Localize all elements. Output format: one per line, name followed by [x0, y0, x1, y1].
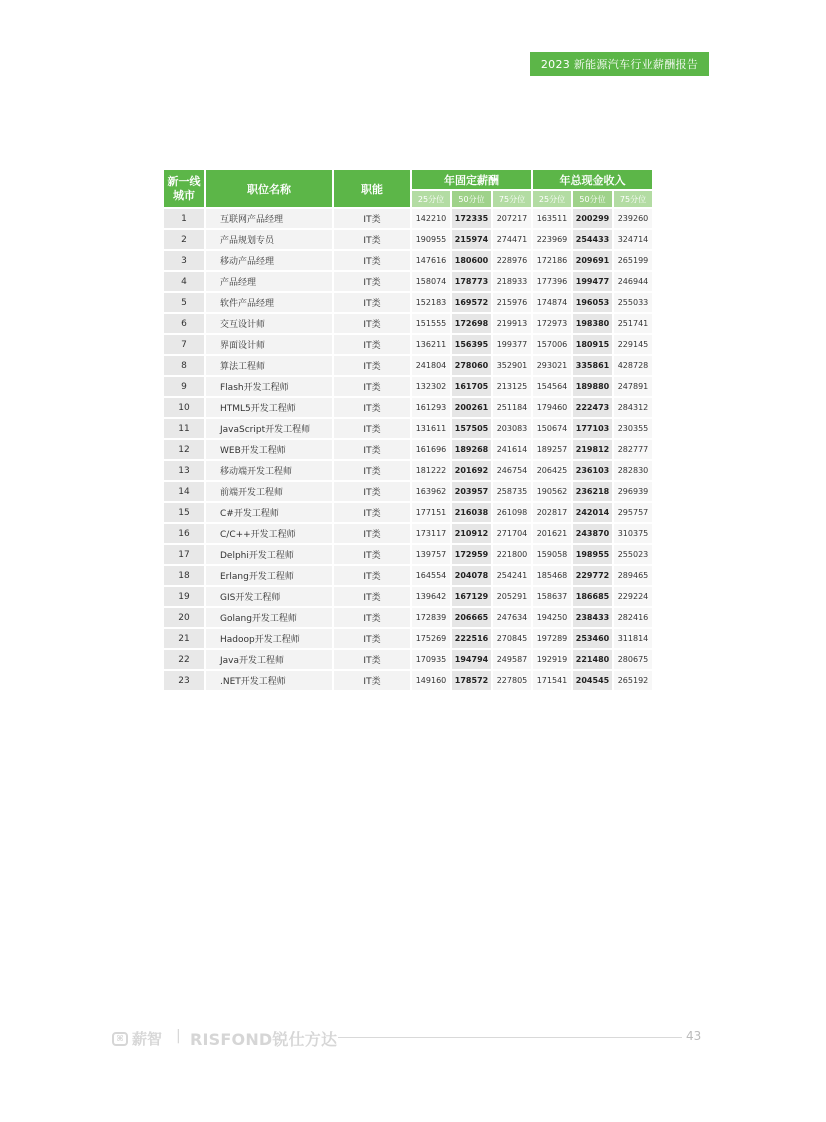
cell-fixed-p25: 147616 — [412, 251, 450, 270]
cell-position-name: 移动产品经理 — [206, 251, 332, 270]
cell-fixed-p25: 152183 — [412, 293, 450, 312]
report-title-tag — [530, 52, 709, 76]
cell-cash-p75: 229224 — [614, 587, 652, 606]
cell-function: IT类 — [334, 629, 410, 648]
cell-fixed-p50: 167129 — [452, 587, 491, 606]
cell-cash-p50: 238433 — [573, 608, 612, 627]
cell-fixed-p50: 203957 — [452, 482, 491, 501]
cell-cash-p75: 255023 — [614, 545, 652, 564]
table-row — [164, 335, 652, 354]
table-row — [164, 230, 652, 249]
cell-position-name: GIS开发工程师 — [206, 587, 332, 606]
cell-fixed-p50: 178773 — [452, 272, 491, 291]
cell-fixed-p50: 156395 — [452, 335, 491, 354]
cell-cash-p25: 177396 — [533, 272, 571, 291]
table-row — [164, 377, 652, 396]
cell-cash-p75: 296939 — [614, 482, 652, 501]
table-row — [164, 629, 652, 648]
cell-fixed-p75: 271704 — [493, 524, 531, 543]
cell-fixed-p50: 206665 — [452, 608, 491, 627]
table-row — [164, 608, 652, 627]
cell-cash-p25: 171541 — [533, 671, 571, 690]
cell-cash-p25: 150674 — [533, 419, 571, 438]
header-cash-p50: 50分位 — [573, 191, 612, 207]
cell-cash-p25: 172973 — [533, 314, 571, 333]
cell-fixed-p50: 200261 — [452, 398, 491, 417]
cell-fixed-p25: 139642 — [412, 587, 450, 606]
cell-row-number: 11 — [164, 419, 204, 438]
risfond-logo: RISFOND锐仕方达 — [190, 1030, 338, 1049]
cell-function: IT类 — [334, 440, 410, 459]
cell-position-name: HTML5开发工程师 — [206, 398, 332, 417]
table-row — [164, 566, 652, 585]
cell-position-name: Delphi开发工程师 — [206, 545, 332, 564]
salary-table — [162, 168, 654, 692]
cell-fixed-p25: 170935 — [412, 650, 450, 669]
page-footer — [112, 1026, 712, 1048]
header-cash-p75: 75分位 — [614, 191, 652, 207]
table-row — [164, 545, 652, 564]
cell-cash-p25: 206425 — [533, 461, 571, 480]
cell-row-number: 2 — [164, 230, 204, 249]
cell-fixed-p25: 164554 — [412, 566, 450, 585]
cell-fixed-p25: 158074 — [412, 272, 450, 291]
cell-row-number: 12 — [164, 440, 204, 459]
cell-row-number: 4 — [164, 272, 204, 291]
cell-fixed-p25: 161293 — [412, 398, 450, 417]
cell-cash-p50: 177103 — [573, 419, 612, 438]
cell-fixed-p75: 254241 — [493, 566, 531, 585]
cell-row-number: 19 — [164, 587, 204, 606]
header-city-tier: 新一线 城市 — [164, 170, 204, 207]
cell-cash-p25: 163511 — [533, 209, 571, 228]
logo-divider: | — [176, 1028, 181, 1044]
cell-fixed-p50: 216038 — [452, 503, 491, 522]
cell-cash-p75: 230355 — [614, 419, 652, 438]
cell-row-number: 10 — [164, 398, 204, 417]
cell-cash-p75: 282416 — [614, 608, 652, 627]
cell-row-number: 21 — [164, 629, 204, 648]
cell-function: IT类 — [334, 587, 410, 606]
cell-fixed-p25: 149160 — [412, 671, 450, 690]
cell-fixed-p50: 180600 — [452, 251, 491, 270]
cell-fixed-p50: 194794 — [452, 650, 491, 669]
cell-position-name: 软件产品经理 — [206, 293, 332, 312]
cell-fixed-p75: 215976 — [493, 293, 531, 312]
cell-row-number: 5 — [164, 293, 204, 312]
xinzhi-logo-icon: ⌘ — [112, 1032, 128, 1046]
header-fixed-p75: 75分位 — [493, 191, 531, 207]
cell-row-number: 8 — [164, 356, 204, 375]
cell-fixed-p50: 215974 — [452, 230, 491, 249]
cell-fixed-p50: 178572 — [452, 671, 491, 690]
cell-cash-p50: 335861 — [573, 356, 612, 375]
cell-fixed-p50: 210912 — [452, 524, 491, 543]
cell-fixed-p25: 172839 — [412, 608, 450, 627]
cell-position-name: Golang开发工程师 — [206, 608, 332, 627]
cell-fixed-p75: 241614 — [493, 440, 531, 459]
cell-cash-p50: 209691 — [573, 251, 612, 270]
cell-function: IT类 — [334, 608, 410, 627]
cell-fixed-p25: 139757 — [412, 545, 450, 564]
cell-cash-p50: 204545 — [573, 671, 612, 690]
cell-cash-p25: 185468 — [533, 566, 571, 585]
cell-position-name: Erlang开发工程师 — [206, 566, 332, 585]
page-number: 43 — [686, 1029, 702, 1043]
cell-function: IT类 — [334, 377, 410, 396]
cell-fixed-p75: 213125 — [493, 377, 531, 396]
cell-cash-p50: 200299 — [573, 209, 612, 228]
cell-row-number: 16 — [164, 524, 204, 543]
cell-cash-p75: 284312 — [614, 398, 652, 417]
cell-fixed-p25: 161696 — [412, 440, 450, 459]
cell-cash-p75: 289465 — [614, 566, 652, 585]
cell-cash-p50: 221480 — [573, 650, 612, 669]
cell-position-name: Java开发工程师 — [206, 650, 332, 669]
cell-cash-p75: 324714 — [614, 230, 652, 249]
cell-function: IT类 — [334, 461, 410, 480]
cell-fixed-p75: 205291 — [493, 587, 531, 606]
cell-function: IT类 — [334, 272, 410, 291]
cell-position-name: 产品规划专员 — [206, 230, 332, 249]
cell-function: IT类 — [334, 545, 410, 564]
cell-fixed-p75: 261098 — [493, 503, 531, 522]
cell-cash-p25: 159058 — [533, 545, 571, 564]
header-annual-fixed-salary: 年固定薪酬 — [412, 170, 531, 189]
cell-cash-p25: 154564 — [533, 377, 571, 396]
cell-fixed-p50: 201692 — [452, 461, 491, 480]
cell-fixed-p25: 241804 — [412, 356, 450, 375]
cell-fixed-p25: 177151 — [412, 503, 450, 522]
cell-fixed-p75: 249587 — [493, 650, 531, 669]
cell-position-name: 产品经理 — [206, 272, 332, 291]
cell-row-number: 15 — [164, 503, 204, 522]
cell-fixed-p50: 222516 — [452, 629, 491, 648]
cell-cash-p75: 229145 — [614, 335, 652, 354]
cell-fixed-p75: 270845 — [493, 629, 531, 648]
cell-position-name: Flash开发工程师 — [206, 377, 332, 396]
table-row — [164, 461, 652, 480]
table-row — [164, 671, 652, 690]
cell-fixed-p25: 136211 — [412, 335, 450, 354]
table-row — [164, 482, 652, 501]
cell-cash-p75: 247891 — [614, 377, 652, 396]
cell-cash-p75: 295757 — [614, 503, 652, 522]
cell-function: IT类 — [334, 482, 410, 501]
cell-cash-p50: 219812 — [573, 440, 612, 459]
cell-function: IT类 — [334, 419, 410, 438]
table-row — [164, 650, 652, 669]
cell-function: IT类 — [334, 356, 410, 375]
cell-fixed-p75: 218933 — [493, 272, 531, 291]
cell-cash-p75: 282830 — [614, 461, 652, 480]
cell-fixed-p75: 247634 — [493, 608, 531, 627]
cell-position-name: 界面设计师 — [206, 335, 332, 354]
cell-cash-p75: 282777 — [614, 440, 652, 459]
cell-fixed-p75: 227805 — [493, 671, 531, 690]
cell-cash-p50: 198380 — [573, 314, 612, 333]
cell-cash-p50: 196053 — [573, 293, 612, 312]
cell-cash-p25: 179460 — [533, 398, 571, 417]
cell-function: IT类 — [334, 650, 410, 669]
table-row — [164, 293, 652, 312]
cell-cash-p75: 428728 — [614, 356, 652, 375]
cell-cash-p50: 236103 — [573, 461, 612, 480]
cell-cash-p50: 186685 — [573, 587, 612, 606]
cell-row-number: 3 — [164, 251, 204, 270]
cell-position-name: 交互设计师 — [206, 314, 332, 333]
cell-cash-p50: 198955 — [573, 545, 612, 564]
cell-cash-p75: 265199 — [614, 251, 652, 270]
cell-fixed-p50: 172335 — [452, 209, 491, 228]
cell-function: IT类 — [334, 503, 410, 522]
cell-function: IT类 — [334, 524, 410, 543]
cell-fixed-p75: 246754 — [493, 461, 531, 480]
cell-cash-p50: 180915 — [573, 335, 612, 354]
cell-row-number: 17 — [164, 545, 204, 564]
header-position: 职位名称 — [206, 170, 332, 207]
table-row — [164, 503, 652, 522]
cell-function: IT类 — [334, 335, 410, 354]
cell-cash-p25: 202817 — [533, 503, 571, 522]
header-fixed-p25: 25分位 — [412, 191, 450, 207]
cell-fixed-p25: 131611 — [412, 419, 450, 438]
table-row — [164, 440, 652, 459]
cell-cash-p75: 251741 — [614, 314, 652, 333]
table-row — [164, 587, 652, 606]
footer-divider-line — [338, 1037, 682, 1038]
cell-position-name: JavaScript开发工程师 — [206, 419, 332, 438]
cell-function: IT类 — [334, 566, 410, 585]
cell-function: IT类 — [334, 314, 410, 333]
cell-fixed-p25: 142210 — [412, 209, 450, 228]
cell-row-number: 23 — [164, 671, 204, 690]
cell-function: IT类 — [334, 251, 410, 270]
cell-position-name: WEB开发工程师 — [206, 440, 332, 459]
cell-fixed-p75: 203083 — [493, 419, 531, 438]
cell-fixed-p75: 228976 — [493, 251, 531, 270]
cell-fixed-p50: 161705 — [452, 377, 491, 396]
cell-fixed-p50: 189268 — [452, 440, 491, 459]
cell-fixed-p50: 172959 — [452, 545, 491, 564]
header-fixed-p50: 50分位 — [452, 191, 491, 207]
cell-row-number: 6 — [164, 314, 204, 333]
cell-row-number: 18 — [164, 566, 204, 585]
table-row — [164, 524, 652, 543]
cell-cash-p50: 189880 — [573, 377, 612, 396]
cell-cash-p25: 189257 — [533, 440, 571, 459]
cell-row-number: 1 — [164, 209, 204, 228]
cell-function: IT类 — [334, 230, 410, 249]
cell-cash-p75: 311814 — [614, 629, 652, 648]
cell-position-name: 移动端开发工程师 — [206, 461, 332, 480]
cell-fixed-p50: 169572 — [452, 293, 491, 312]
cell-fixed-p75: 274471 — [493, 230, 531, 249]
table-row — [164, 209, 652, 228]
cell-cash-p25: 190562 — [533, 482, 571, 501]
cell-position-name: 互联网产品经理 — [206, 209, 332, 228]
cell-cash-p50: 242014 — [573, 503, 612, 522]
table-body — [164, 209, 652, 690]
cell-position-name: .NET开发工程师 — [206, 671, 332, 690]
cell-fixed-p25: 190955 — [412, 230, 450, 249]
cell-fixed-p25: 163962 — [412, 482, 450, 501]
cell-function: IT类 — [334, 398, 410, 417]
cell-position-name: 前端开发工程师 — [206, 482, 332, 501]
cell-fixed-p25: 175269 — [412, 629, 450, 648]
cell-cash-p75: 255033 — [614, 293, 652, 312]
cell-function: IT类 — [334, 293, 410, 312]
cell-cash-p50: 253460 — [573, 629, 612, 648]
cell-row-number: 7 — [164, 335, 204, 354]
cell-fixed-p25: 181222 — [412, 461, 450, 480]
cell-fixed-p50: 157505 — [452, 419, 491, 438]
cell-cash-p50: 243870 — [573, 524, 612, 543]
cell-fixed-p25: 173117 — [412, 524, 450, 543]
cell-cash-p75: 265192 — [614, 671, 652, 690]
cell-fixed-p50: 278060 — [452, 356, 491, 375]
table-row — [164, 356, 652, 375]
cell-fixed-p75: 199377 — [493, 335, 531, 354]
report-title: 2023 新能源汽车行业薪酬报告 — [540, 58, 699, 71]
cell-position-name: C#开发工程师 — [206, 503, 332, 522]
cell-position-name: Hadoop开发工程师 — [206, 629, 332, 648]
cell-function: IT类 — [334, 209, 410, 228]
table-row — [164, 314, 652, 333]
cell-cash-p75: 280675 — [614, 650, 652, 669]
cell-cash-p50: 222473 — [573, 398, 612, 417]
header-function: 职能 — [334, 170, 410, 207]
table-row — [164, 251, 652, 270]
header-cash-p25: 25分位 — [533, 191, 571, 207]
cell-cash-p75: 310375 — [614, 524, 652, 543]
cell-cash-p25: 223969 — [533, 230, 571, 249]
cell-fixed-p75: 258735 — [493, 482, 531, 501]
table-row — [164, 419, 652, 438]
cell-cash-p25: 192919 — [533, 650, 571, 669]
cell-cash-p50: 229772 — [573, 566, 612, 585]
cell-cash-p25: 158637 — [533, 587, 571, 606]
cell-cash-p50: 254433 — [573, 230, 612, 249]
cell-cash-p25: 157006 — [533, 335, 571, 354]
cell-fixed-p25: 132302 — [412, 377, 450, 396]
table-row — [164, 272, 652, 291]
table-row — [164, 398, 652, 417]
cell-row-number: 13 — [164, 461, 204, 480]
cell-row-number: 9 — [164, 377, 204, 396]
cell-position-name: C/C++开发工程师 — [206, 524, 332, 543]
cell-fixed-p75: 207217 — [493, 209, 531, 228]
cell-fixed-p50: 204078 — [452, 566, 491, 585]
header-annual-total-cash: 年总现金收入 — [533, 170, 652, 189]
cell-row-number: 20 — [164, 608, 204, 627]
cell-cash-p25: 174874 — [533, 293, 571, 312]
cell-cash-p25: 172186 — [533, 251, 571, 270]
cell-position-name: 算法工程师 — [206, 356, 332, 375]
cell-fixed-p25: 151555 — [412, 314, 450, 333]
cell-function: IT类 — [334, 671, 410, 690]
cell-cash-p25: 293021 — [533, 356, 571, 375]
cell-cash-p75: 239260 — [614, 209, 652, 228]
xinzhi-logo — [112, 1028, 162, 1049]
cell-row-number: 14 — [164, 482, 204, 501]
cell-fixed-p75: 219913 — [493, 314, 531, 333]
cell-row-number: 22 — [164, 650, 204, 669]
cell-fixed-p75: 221800 — [493, 545, 531, 564]
cell-fixed-p75: 251184 — [493, 398, 531, 417]
xinzhi-logo-text: 薪智 — [132, 1030, 163, 1048]
cell-cash-p50: 236218 — [573, 482, 612, 501]
cell-cash-p25: 201621 — [533, 524, 571, 543]
cell-cash-p50: 199477 — [573, 272, 612, 291]
cell-cash-p25: 197289 — [533, 629, 571, 648]
cell-cash-p25: 194250 — [533, 608, 571, 627]
cell-fixed-p75: 352901 — [493, 356, 531, 375]
cell-cash-p75: 246944 — [614, 272, 652, 291]
cell-fixed-p50: 172698 — [452, 314, 491, 333]
